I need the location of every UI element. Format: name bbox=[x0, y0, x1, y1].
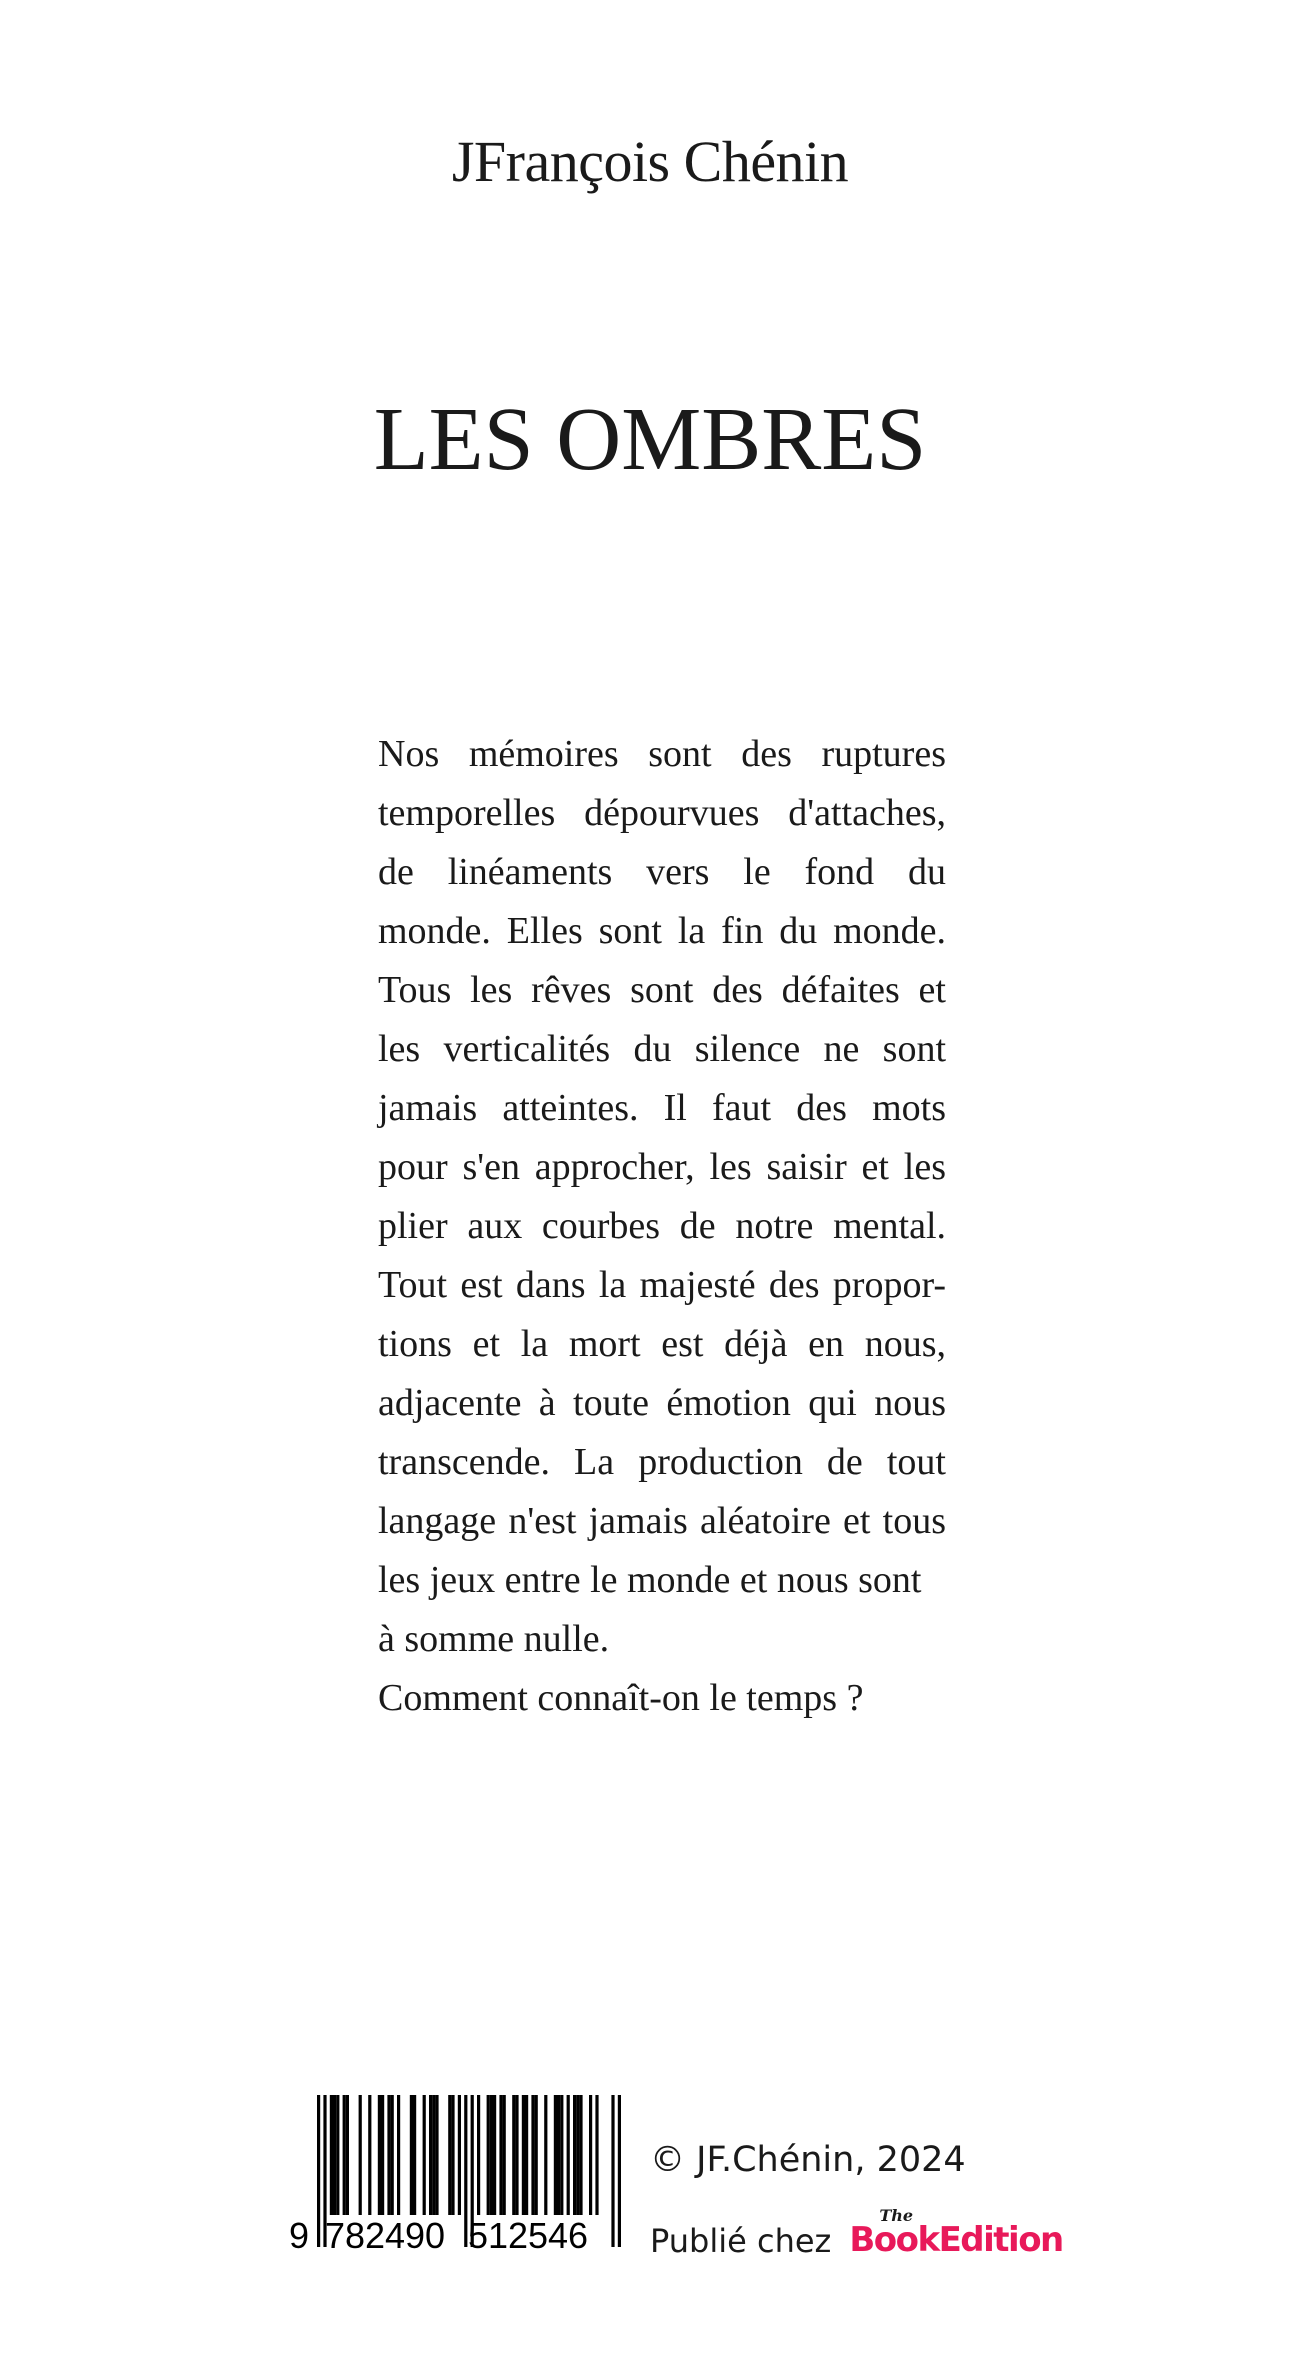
barcode-bar bbox=[381, 2095, 384, 2215]
barcode-bar bbox=[595, 2095, 598, 2215]
barcode-bar bbox=[557, 2095, 560, 2215]
blurb-line: les jeux entre le monde et nous sont bbox=[378, 1559, 922, 1601]
barcode-bar bbox=[512, 2095, 515, 2215]
barcode-bar bbox=[499, 2095, 502, 2215]
blurb-line: les verticalités du silence ne sont bbox=[378, 1028, 946, 1070]
blurb-line: tions et la mort est déjà en nous, bbox=[378, 1323, 946, 1365]
copyright-notice: © JF.Chénin, 2024 bbox=[650, 2140, 966, 2180]
barcode-bar bbox=[397, 2095, 400, 2215]
blurb-line: langage n'est jamais aléatoire et tous bbox=[378, 1500, 946, 1542]
barcode-left-digits: 782490 bbox=[325, 2215, 445, 2253]
barcode-bar bbox=[531, 2095, 534, 2215]
blurb-line: adjacente à toute émotion qui nous bbox=[378, 1382, 946, 1424]
barcode-bar bbox=[435, 2095, 438, 2215]
barcode-bar bbox=[522, 2095, 525, 2215]
published-label: Publié chez bbox=[650, 2222, 832, 2260]
logo-main-text: BookEdition bbox=[849, 2220, 1063, 2260]
barcode-bar bbox=[611, 2095, 614, 2247]
barcode-bar bbox=[567, 2095, 570, 2215]
barcode-bar bbox=[560, 2095, 563, 2215]
blurb-line: Tous les rêves sont des défaites et bbox=[378, 969, 946, 1011]
barcode-bar bbox=[413, 2095, 416, 2215]
barcode-bar bbox=[579, 2095, 582, 2215]
blurb-line: Nos mémoires sont des ruptures bbox=[378, 733, 946, 775]
barcode-bar bbox=[493, 2095, 496, 2215]
blurb-line: monde. Elles sont la fin du monde. bbox=[378, 910, 946, 952]
barcode-bar bbox=[477, 2095, 480, 2215]
barcode-bar bbox=[359, 2095, 362, 2215]
blurb-line: jamais atteintes. Il faut des mots bbox=[378, 1087, 946, 1129]
barcode-bar bbox=[448, 2095, 451, 2215]
barcode-bar bbox=[378, 2095, 381, 2215]
blurb-line: à somme nulle. bbox=[378, 1618, 610, 1660]
barcode-bar bbox=[391, 2095, 394, 2215]
blurb-line: de linéaments vers le fond du bbox=[378, 851, 946, 893]
barcode-bar bbox=[515, 2095, 518, 2215]
barcode-bar bbox=[423, 2095, 426, 2215]
blurb-line: Comment connaît-on le temps ? bbox=[378, 1677, 864, 1719]
barcode-bar bbox=[573, 2095, 576, 2215]
barcode-bar bbox=[554, 2095, 557, 2215]
publisher-line bbox=[650, 2206, 1063, 2260]
barcode-bar bbox=[333, 2095, 336, 2215]
blurb-line: plier aux courbes de notre mental. bbox=[378, 1205, 946, 1247]
barcode-bar bbox=[503, 2095, 506, 2215]
barcode-bar bbox=[330, 2095, 333, 2215]
barcode-bar bbox=[589, 2095, 592, 2215]
isbn-barcode bbox=[285, 2093, 635, 2253]
barcode-bar bbox=[368, 2095, 371, 2215]
barcode-bar bbox=[576, 2095, 579, 2215]
barcode-bar bbox=[343, 2095, 346, 2215]
barcode-bar bbox=[410, 2095, 413, 2215]
barcode-bar bbox=[336, 2095, 339, 2215]
barcode-bar bbox=[464, 2095, 467, 2247]
barcode-right-digits: 512546 bbox=[468, 2215, 588, 2253]
barcode-lead-digit: 9 bbox=[289, 2215, 310, 2253]
barcode-bar bbox=[451, 2095, 454, 2215]
barcode-bar bbox=[432, 2095, 435, 2215]
book-title: LES OMBRES bbox=[373, 390, 927, 489]
barcode-bar bbox=[317, 2095, 320, 2247]
barcode-bar bbox=[487, 2095, 490, 2215]
blurb-line: transcende. La production de tout bbox=[378, 1441, 946, 1483]
barcode-bar bbox=[387, 2095, 390, 2215]
barcode-bar bbox=[429, 2095, 432, 2215]
barcode-bar bbox=[618, 2095, 621, 2247]
back-cover-blurb bbox=[378, 725, 946, 1728]
bookedition-logo bbox=[849, 2206, 1063, 2260]
barcode-bar bbox=[346, 2095, 349, 2215]
barcode-bar bbox=[525, 2095, 528, 2215]
barcode-bar bbox=[490, 2095, 493, 2215]
author-name: JFrançois Chénin bbox=[451, 129, 849, 194]
blurb-line: pour s'en approcher, les saisir et les bbox=[378, 1146, 946, 1188]
blurb-line: temporelles dépourvues d'attaches, bbox=[378, 792, 946, 834]
barcode-graphic bbox=[285, 2093, 635, 2253]
blurb-line: Tout est dans la majesté des propor- bbox=[378, 1264, 946, 1306]
barcode-bar bbox=[458, 2095, 461, 2215]
barcode-bar bbox=[544, 2095, 547, 2215]
logo-the-text: The bbox=[879, 2206, 914, 2225]
barcode-bar bbox=[535, 2095, 538, 2215]
